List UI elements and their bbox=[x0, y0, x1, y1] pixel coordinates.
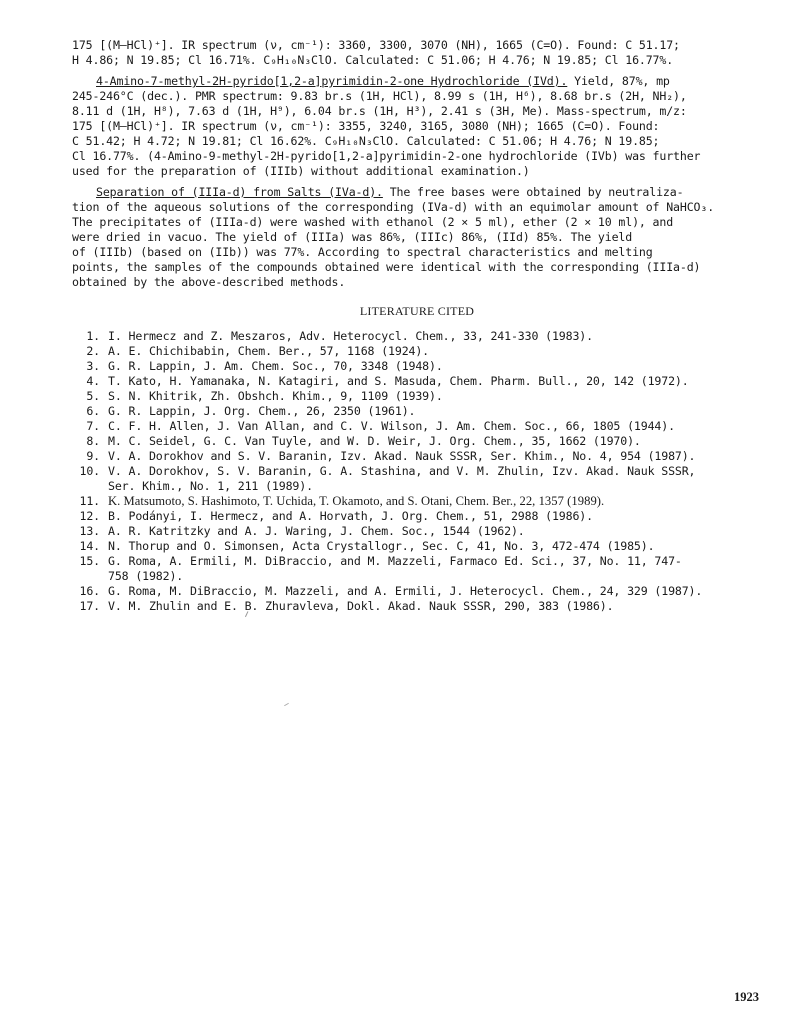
reference-item bbox=[72, 419, 762, 434]
reference-item bbox=[72, 374, 762, 389]
reference-number bbox=[72, 479, 108, 494]
compound-ivd-paragraph bbox=[72, 74, 762, 179]
reference-number: 1. bbox=[86, 329, 100, 343]
reference-number: 17. bbox=[79, 599, 100, 613]
text-line: used for the preparation of (IIIb) without additional examination.) bbox=[72, 164, 530, 178]
text-line: H 4.86; N 19.85; Cl 16.71%. C₉H₁₀N₃ClO. Calculated: C 51.06; H 4.76; N 19.85; Cl 16.77%. bbox=[72, 53, 674, 67]
text-line: Cl 16.77%. (4-Amino-9-methyl-2H-pyrido[1,2-a]pyrimidin-2-one hydrochloride (IVb) was further bbox=[72, 149, 701, 163]
reference-item bbox=[72, 554, 762, 569]
reference-text: G. R. Lappin, J. Org. Chem., 26, 2350 (1961). bbox=[108, 404, 416, 418]
reference-item bbox=[72, 329, 762, 344]
compound-ivd-title: 4-Amino-7-methyl-2H-pyrido[1,2-a]pyrimidin-2-one Hydrochloride (IVd). bbox=[96, 74, 568, 88]
reference-item bbox=[72, 434, 762, 449]
reference-item bbox=[72, 599, 762, 614]
reference-text: 758 (1982). bbox=[108, 569, 184, 583]
reference-number: 2. bbox=[86, 344, 100, 358]
reference-number: 4. bbox=[86, 374, 100, 388]
reference-number: 12. bbox=[79, 509, 100, 523]
reference-number: 15. bbox=[79, 554, 100, 568]
text-line: C 51.42; H 4.72; N 19.81; Cl 16.62%. C₉H₁₀N₃ClO. Calculated: C 51.06; H 4.76; N 19.85; bbox=[72, 134, 660, 148]
reference-number: 8. bbox=[86, 434, 100, 448]
separation-title: Separation of (IIIa-d) from Salts (IVa-d). bbox=[96, 185, 383, 199]
reference-text: Ser. Khim., No. 1, 211 (1989). bbox=[108, 479, 313, 493]
text-line: were dried in vacuo. The yield of (IIIa) was 86%, (IIIc) 86%, (IId) 85%. The yield bbox=[72, 230, 633, 244]
reference-number: 16. bbox=[79, 584, 100, 598]
reference-text: C. F. H. Allen, J. Van Allan, and C. V. Wilson, J. Am. Chem. Soc., 66, 1805 (1944). bbox=[108, 419, 675, 433]
reference-item bbox=[72, 389, 762, 404]
text-line bbox=[72, 74, 762, 89]
reference-item bbox=[72, 449, 762, 464]
reference-text: M. C. Seidel, G. C. Van Tuyle, and W. D. Weir, J. Org. Chem., 35, 1662 (1970). bbox=[108, 434, 641, 448]
reference-item bbox=[72, 464, 762, 479]
literature-cited-heading: LITERATURE CITED bbox=[359, 304, 475, 318]
text-line: The precipitates of (IIIa-d) were washed with ethanol (2 × 5 ml), ether (2 × 10 ml), and bbox=[72, 215, 674, 229]
text-line: points, the samples of the compounds obtained were identical with the corresponding (IIIa-d) bbox=[72, 260, 701, 274]
reference-number bbox=[72, 569, 108, 584]
reference-number: 10. bbox=[79, 464, 100, 478]
text-line: 8.11 d (1H, H⁸), 7.63 d (1H, H⁹), 6.04 br.s (1H, H³), 2.41 s (3H, Me). Mass-spectrum, m/z: bbox=[72, 104, 687, 118]
text-line: obtained by the above-described methods. bbox=[72, 275, 346, 289]
reference-number: 5. bbox=[86, 389, 100, 403]
page-body bbox=[72, 38, 762, 614]
continuation-paragraph bbox=[72, 38, 762, 68]
reference-item bbox=[72, 344, 762, 359]
text-fragment: Yield, 87%, mp bbox=[567, 74, 670, 88]
reference-item bbox=[72, 569, 762, 584]
reference-text: T. Kato, H. Yamanaka, N. Katagiri, and S. Masuda, Chem. Pharm. Bull., 20, 142 (1972). bbox=[108, 374, 689, 388]
page-number: 1923 bbox=[734, 990, 759, 1004]
text-line bbox=[72, 185, 762, 200]
reference-text: G. R. Lappin, J. Am. Chem. Soc., 70, 3348 (1948). bbox=[108, 359, 443, 373]
scan-speck bbox=[245, 611, 252, 619]
reference-item bbox=[72, 404, 762, 419]
reference-item bbox=[72, 584, 762, 599]
separation-paragraph bbox=[72, 185, 762, 290]
reference-item bbox=[72, 539, 762, 554]
reference-text: V. A. Dorokhov, S. V. Baranin, G. A. Stashina, and V. M. Zhulin, Izv. Akad. Nauk SSSR, bbox=[108, 464, 696, 478]
reference-item bbox=[72, 524, 762, 539]
reference-text: A. E. Chichibabin, Chem. Ber., 57, 1168 (1924). bbox=[108, 344, 430, 358]
reference-text: V. A. Dorokhov and S. V. Baranin, Izv. Akad. Nauk SSSR, Ser. Khim., No. 4, 954 (1987). bbox=[108, 449, 696, 463]
reference-text: N. Thorup and O. Simonsen, Acta Crystallogr., Sec. C, 41, No. 3, 472-474 (1985). bbox=[108, 539, 655, 553]
text-line: 245-246°C (dec.). PMR spectrum: 9.83 br.s (1H, HCl), 8.99 s (1H, H⁶), 8.68 br.s (2H, NH₂), bbox=[72, 89, 687, 103]
text-line: 175 [(M–HCl)⁺]. IR spectrum (ν, cm⁻¹): 3360, 3300, 3070 (NH), 1665 (C=O). Found: C 51.17; bbox=[72, 38, 680, 52]
reference-text: I. Hermecz and Z. Meszaros, Adv. Heterocycl. Chem., 33, 241-330 (1983). bbox=[108, 329, 593, 343]
reference-number: 6. bbox=[86, 404, 100, 418]
text-line: tion of the aqueous solutions of the corresponding (IVa-d) with an equimolar amount of NaHCO₃. bbox=[72, 200, 715, 214]
reference-item bbox=[72, 479, 762, 494]
reference-number: 13. bbox=[79, 524, 100, 538]
reference-number: 14. bbox=[79, 539, 100, 553]
text-fragment: The free bases were obtained by neutraliza- bbox=[382, 185, 684, 199]
reference-text: K. Matsumoto, S. Hashimoto, T. Uchida, T. Okamoto, and S. Otani, Chem. Ber., 22, 1357 (1989). bbox=[108, 494, 605, 508]
scan-speck bbox=[284, 703, 289, 706]
reference-text: G. Roma, M. DiBraccio, M. Mazzeli, and A. Ermili, J. Heterocycl. Chem., 24, 329 (1987). bbox=[108, 584, 703, 598]
reference-text: G. Roma, A. Ermili, M. DiBraccio, and M. Mazzeli, Farmaco Ed. Sci., 37, No. 11, 747- bbox=[108, 554, 682, 568]
reference-item bbox=[72, 494, 762, 509]
text-line: of (IIIb) (based on (IIb)) was 77%. According to spectral characteristics and melting bbox=[72, 245, 653, 259]
reference-text: V. M. Zhulin and E. B. Zhuravleva, Dokl. Akad. Nauk SSSR, 290, 383 (1986). bbox=[108, 599, 614, 613]
text-line: 175 [(M–HCl)⁺]. IR spectrum (ν, cm⁻¹): 3355, 3240, 3165, 3080 (NH); 1665 (C=O). Found: bbox=[72, 119, 660, 133]
reference-number: 7. bbox=[86, 419, 100, 433]
reference-list bbox=[72, 329, 762, 614]
reference-text: A. R. Katritzky and A. J. Waring, J. Chem. Soc., 1544 (1962). bbox=[108, 524, 525, 538]
reference-item bbox=[72, 509, 762, 524]
reference-number: 3. bbox=[86, 359, 100, 373]
reference-text: S. N. Khitrik, Zh. Obshch. Khim., 9, 1109 (1939). bbox=[108, 389, 443, 403]
reference-item bbox=[72, 359, 762, 374]
reference-number: 9. bbox=[86, 449, 100, 463]
reference-text: B. Podányi, I. Hermecz, and A. Horvath, J. Org. Chem., 51, 2988 (1986). bbox=[108, 509, 593, 523]
reference-number: 11. bbox=[79, 494, 100, 508]
